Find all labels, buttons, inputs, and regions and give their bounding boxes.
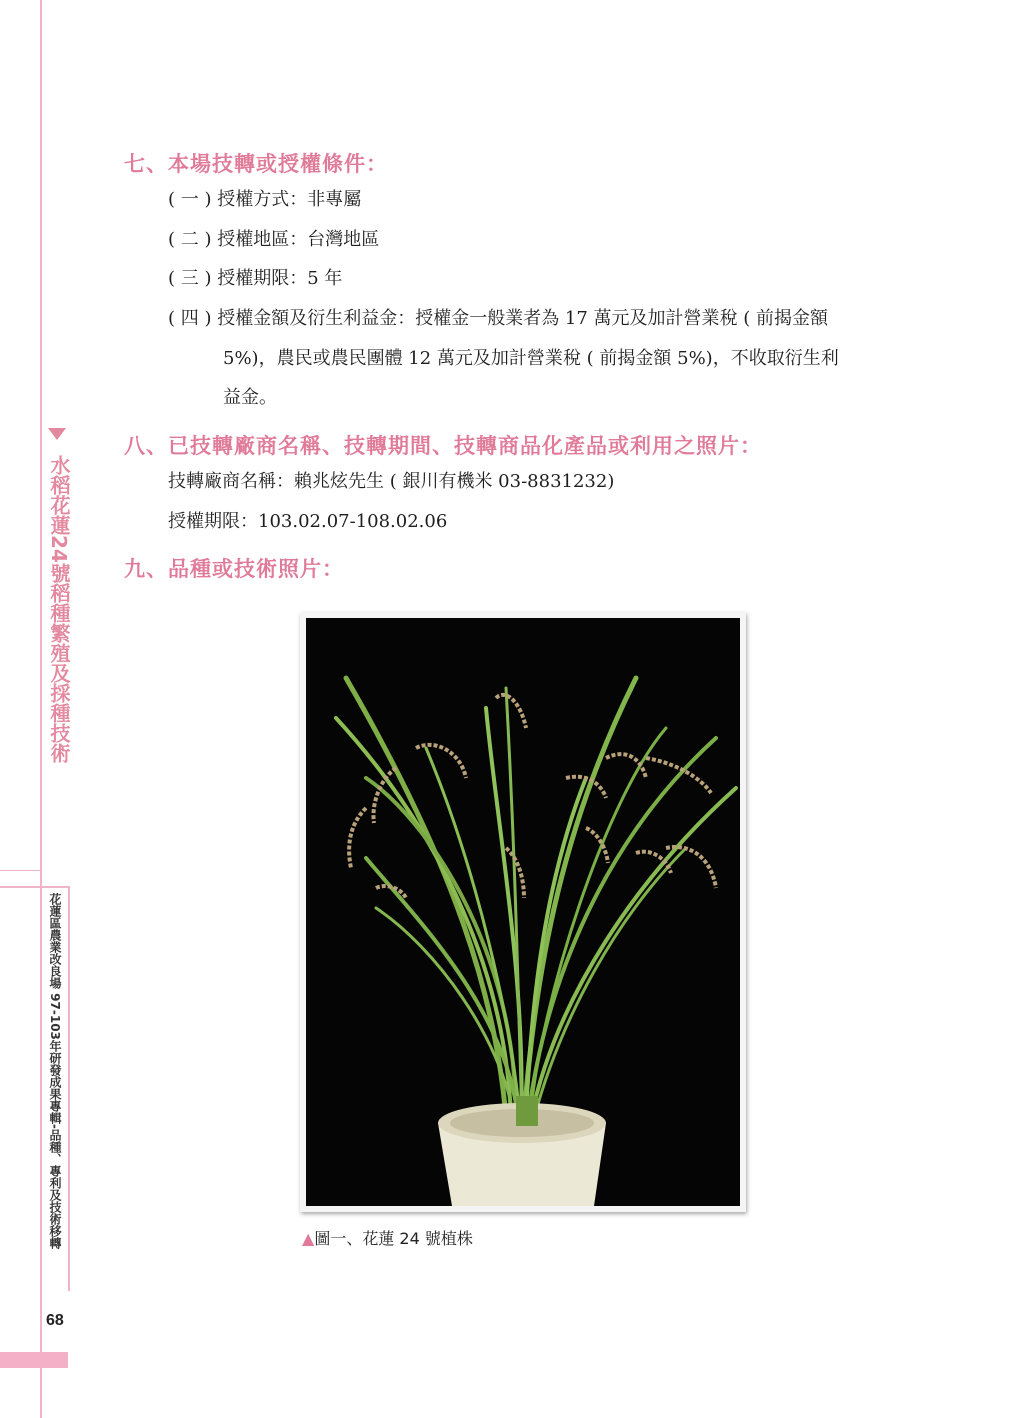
sidebar-inner-rule	[68, 886, 70, 1291]
licensee-company: 技轉廠商名稱：賴兆炫先生 ( 銀川有機米 03-8831232)	[168, 471, 615, 492]
figure-caption	[302, 1226, 473, 1249]
license-fee-line3: 益金。	[223, 387, 277, 408]
section8-heading: 八、已技轉廠商名稱、技轉期間、技轉商品化產品或利用之照片：	[124, 434, 762, 458]
page-footer-band	[0, 1352, 68, 1368]
rice-plant-photo	[306, 618, 740, 1206]
sidebar-divider-thick	[0, 886, 70, 888]
license-period: 授權期限：103.02.07-108.02.06	[168, 511, 448, 532]
section7-heading: 七、本場技轉或授權條件：	[124, 152, 388, 176]
figure-caption-text: 圖一、花蓮 24 號植株	[314, 1229, 473, 1248]
triangle-down-icon	[48, 428, 66, 440]
license-fee-line2: 5%)，農民或農民團體 12 萬元及加計營業稅 ( 前揭金額 5%)，不收取衍生利	[223, 348, 839, 369]
photo-frame	[300, 612, 746, 1212]
chapter-title-vertical: 水稻花蓮24號稻種繁殖及採種技術	[47, 455, 71, 763]
page-number: 68	[46, 1312, 64, 1329]
license-method: ( 一 ) 授權方式：非專屬	[168, 189, 362, 210]
license-fee-line1: ( 四 ) 授權金額及衍生利益金：授權金一般業者為 17 萬元及加計營業稅 ( 前揭金額	[168, 308, 829, 329]
book-title-vertical: 花蓮區農業改良場 97-103年研發成果專輯-品種、專利及技術移轉	[48, 893, 62, 1249]
license-term: ( 三 ) 授權期限：5 年	[168, 268, 343, 289]
license-region: ( 二 ) 授權地區：台灣地區	[168, 229, 380, 250]
left-margin-rule	[40, 0, 42, 1418]
sidebar-divider-thin	[0, 870, 42, 871]
triangle-up-icon: ▲	[302, 1229, 315, 1248]
section9-heading: 九、品種或技術照片：	[124, 557, 344, 581]
